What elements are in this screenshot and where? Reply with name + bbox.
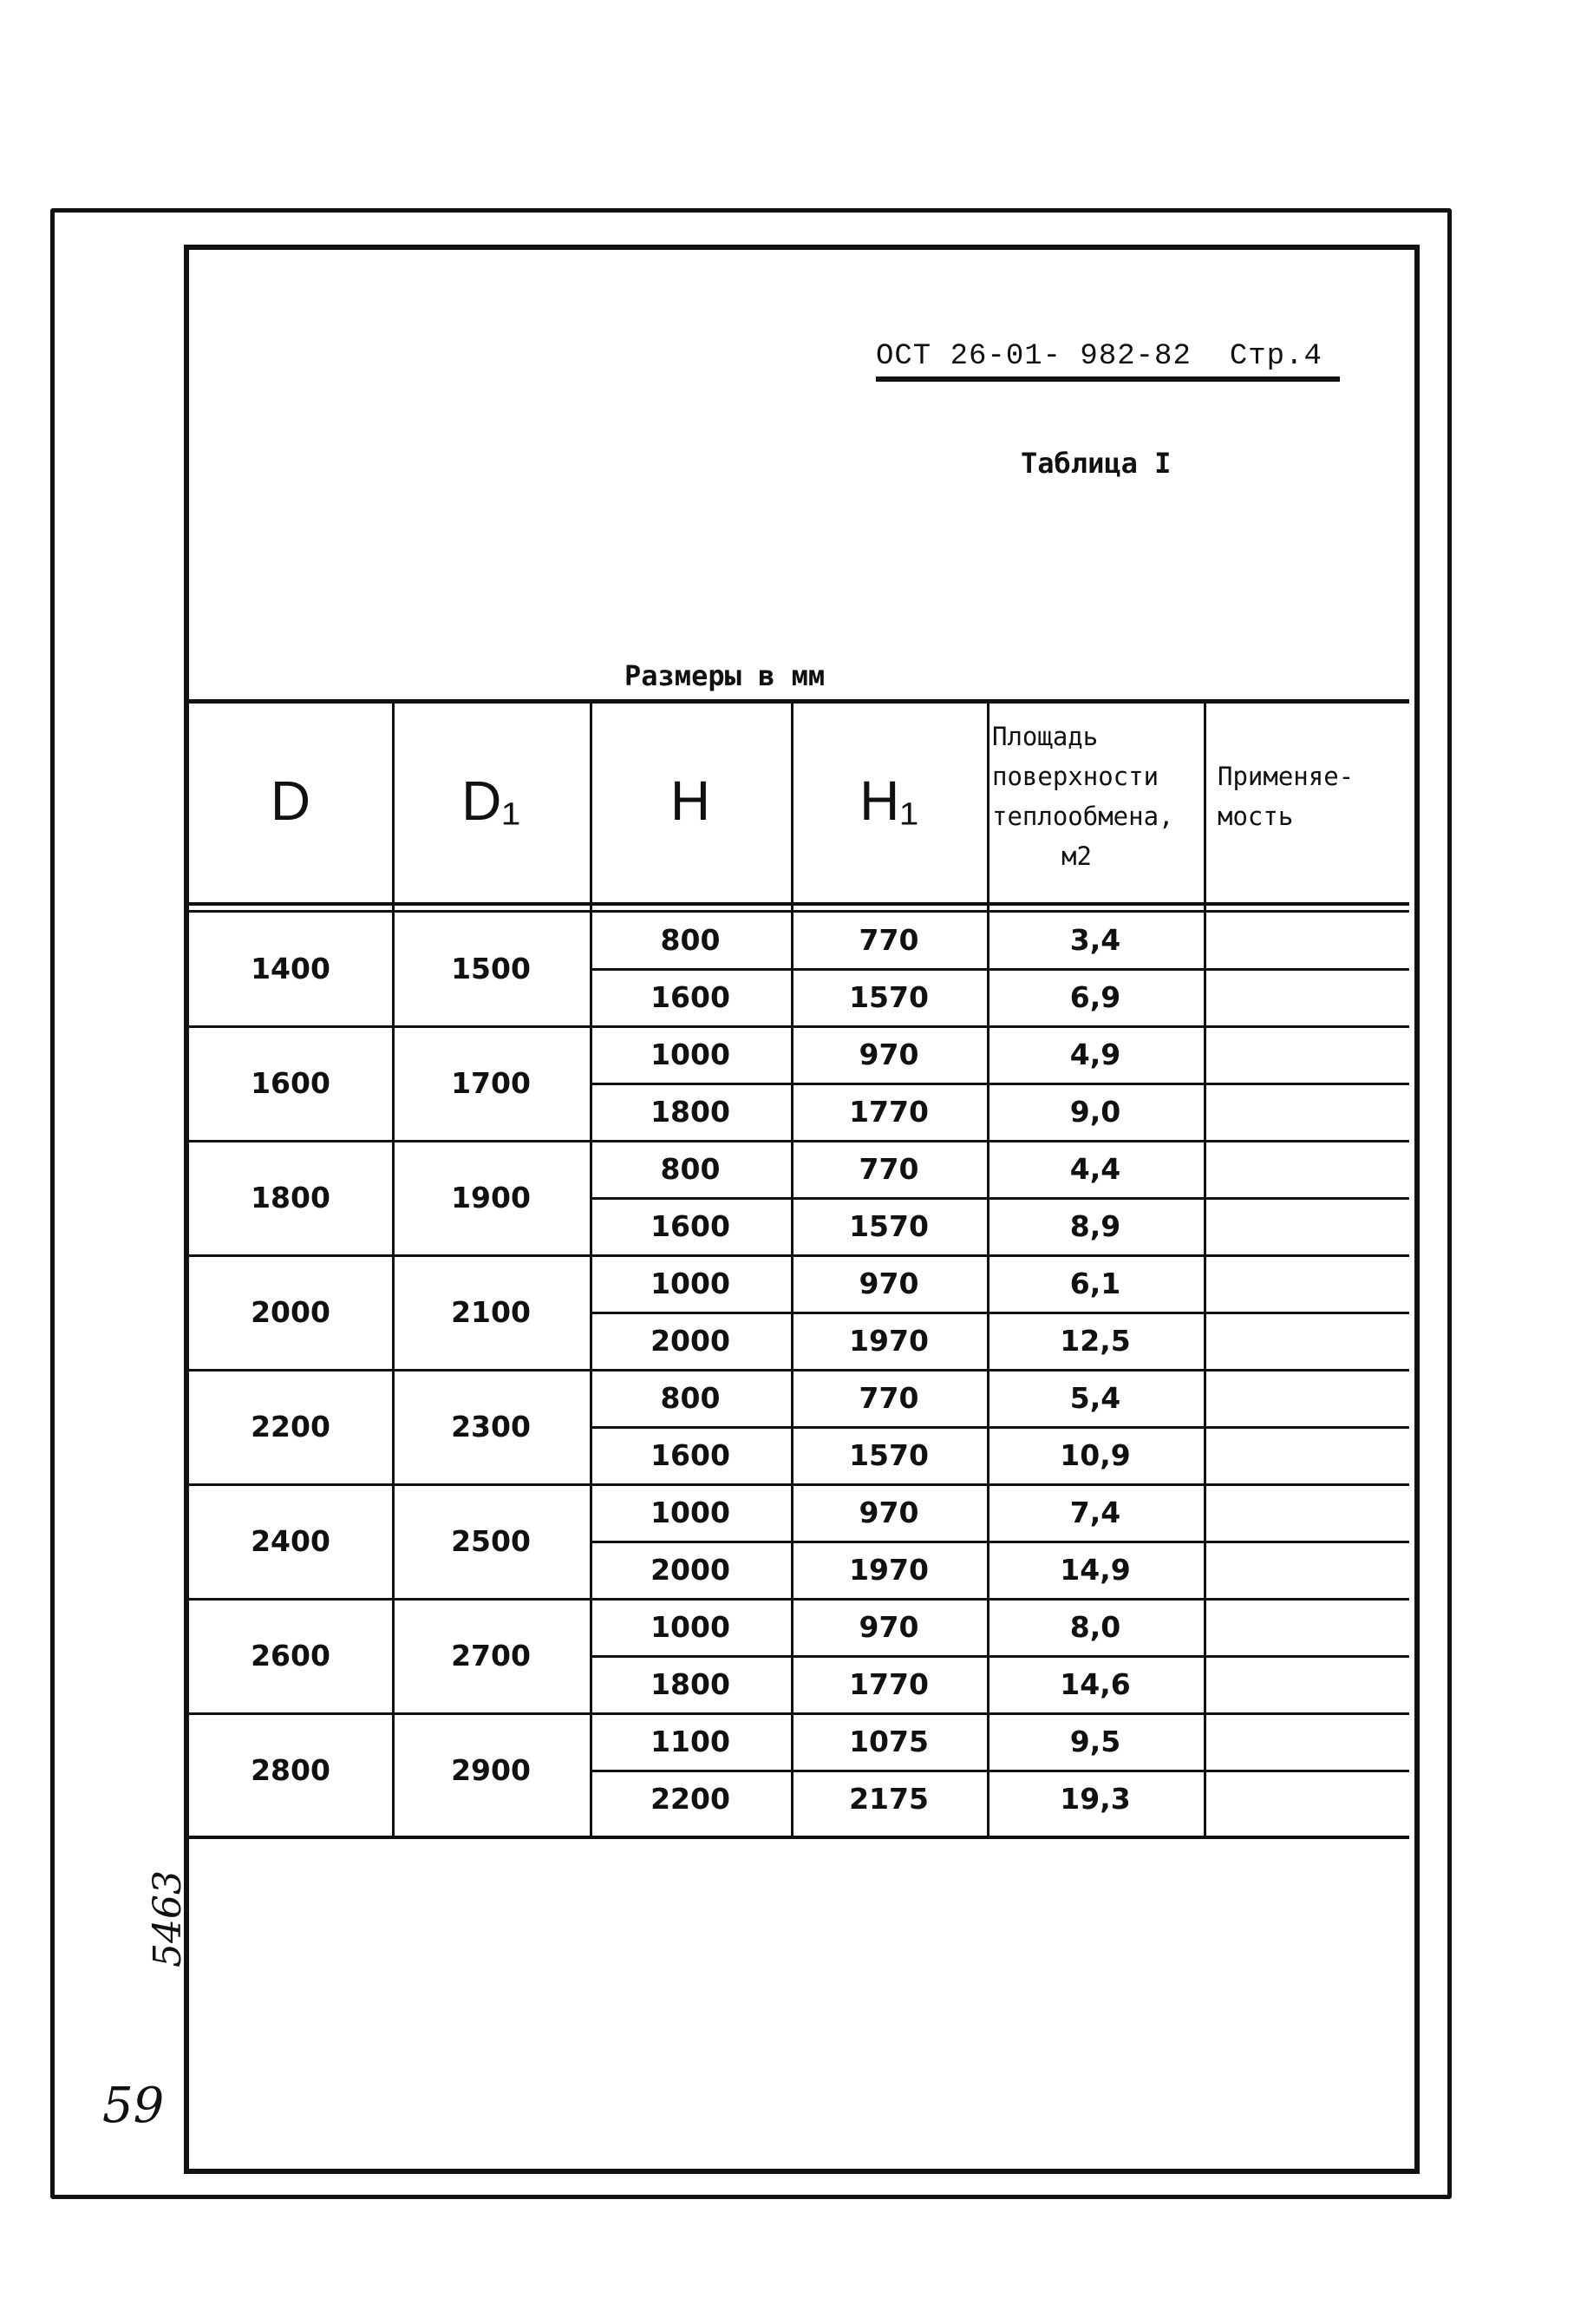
cell-H: 2000	[650, 1552, 730, 1587]
cell-area: 8,9	[1069, 1208, 1121, 1243]
cell-D: 2400	[251, 1523, 330, 1558]
cell-H1: 1075	[849, 1724, 929, 1758]
page-label: Стр.4	[1229, 340, 1323, 373]
cell-H1: 770	[859, 922, 919, 957]
cell-area: 4,9	[1069, 1037, 1121, 1071]
cell-H1: 1570	[849, 1437, 929, 1472]
sheet-number: 59	[102, 2078, 165, 2134]
cell-area: 6,1	[1069, 1266, 1121, 1300]
cell-H1: 970	[859, 1266, 919, 1300]
cell-H1: 970	[859, 1037, 919, 1071]
header-H: H	[669, 769, 711, 832]
cell-H1: 770	[859, 1151, 919, 1186]
cell-H: 1600	[650, 1208, 730, 1243]
cell-H: 1100	[650, 1724, 730, 1758]
header-heat-exchange-area	[992, 717, 1200, 876]
cell-H: 1600	[650, 979, 730, 1014]
header-D: D	[270, 769, 311, 832]
cell-H1: 1970	[849, 1552, 929, 1587]
cell-H: 1000	[650, 1266, 730, 1300]
cell-H: 1000	[650, 1609, 730, 1644]
cell-area: 19,3	[1060, 1781, 1131, 1816]
cell-D1: 2300	[451, 1409, 531, 1443]
cell-H: 1600	[650, 1437, 730, 1472]
column-divider	[1204, 699, 1206, 1836]
cell-D1: 1700	[451, 1065, 531, 1100]
header-bottom-rule	[189, 902, 1409, 906]
cell-H1: 1570	[849, 1208, 929, 1243]
cell-D1: 2900	[451, 1752, 531, 1787]
header-area-line: теплообмена,	[992, 802, 1174, 831]
header-applicability-line: Применяе-	[1218, 762, 1355, 791]
cell-area: 9,0	[1069, 1094, 1121, 1129]
cell-D: 2200	[251, 1409, 330, 1443]
cell-H1: 1770	[849, 1666, 929, 1701]
cell-H1: 1970	[849, 1323, 929, 1358]
cell-H: 800	[660, 922, 721, 957]
cell-D: 2800	[251, 1752, 330, 1787]
cell-area: 14,9	[1060, 1552, 1131, 1587]
cell-D1: 2500	[451, 1523, 531, 1558]
cell-H1: 1570	[849, 979, 929, 1014]
cell-area: 8,0	[1069, 1609, 1121, 1644]
cell-area: 6,9	[1069, 979, 1121, 1014]
table-bottom-rule	[189, 1836, 1409, 1839]
cell-H: 2000	[650, 1323, 730, 1358]
cell-area: 12,5	[1060, 1323, 1131, 1358]
header-H1: H₁	[859, 769, 918, 832]
document-code: ОСТ 26-01- 982-82	[876, 340, 1192, 373]
header-area-line: поверхности	[992, 762, 1159, 791]
cell-area: 7,4	[1069, 1495, 1121, 1529]
cell-D: 1400	[251, 951, 330, 985]
cell-D: 2000	[251, 1294, 330, 1329]
cell-D: 1600	[251, 1065, 330, 1100]
header-D1: D₁	[461, 769, 520, 832]
header-area-line: м2	[1061, 841, 1092, 871]
cell-H1: 970	[859, 1609, 919, 1644]
cell-H: 1000	[650, 1037, 730, 1071]
cell-D1: 1900	[451, 1180, 531, 1214]
cell-area: 9,5	[1069, 1724, 1121, 1758]
side-inventory-number: 5463	[146, 1870, 190, 1967]
cell-area: 10,9	[1060, 1437, 1131, 1472]
cell-D1: 1500	[451, 951, 531, 985]
cell-area: 4,4	[1069, 1151, 1121, 1186]
cell-H: 2200	[650, 1781, 730, 1816]
cell-H1: 2175	[849, 1781, 929, 1816]
header-area-line: Площадь	[992, 722, 1099, 751]
cell-area: 5,4	[1069, 1380, 1121, 1415]
cell-D1: 2700	[451, 1638, 531, 1673]
units-note: Размеры в мм	[624, 659, 826, 692]
header-applicability	[1218, 756, 1406, 836]
cell-H: 800	[660, 1151, 721, 1186]
cell-H1: 970	[859, 1495, 919, 1529]
table-title: Таблица I	[1021, 447, 1172, 480]
cell-area: 3,4	[1069, 922, 1121, 957]
header-applicability-line: мость	[1218, 802, 1294, 831]
cell-H: 1800	[650, 1094, 730, 1129]
cell-D: 1800	[251, 1180, 330, 1214]
document-code-header	[876, 340, 1340, 382]
cell-H: 1000	[650, 1495, 730, 1529]
cell-H: 800	[660, 1380, 721, 1415]
cell-H1: 770	[859, 1380, 919, 1415]
cell-D1: 2100	[451, 1294, 531, 1329]
cell-D: 2600	[251, 1638, 330, 1673]
cell-H: 1800	[650, 1666, 730, 1701]
cell-H1: 1770	[849, 1094, 929, 1129]
cell-area: 14,6	[1060, 1666, 1131, 1701]
